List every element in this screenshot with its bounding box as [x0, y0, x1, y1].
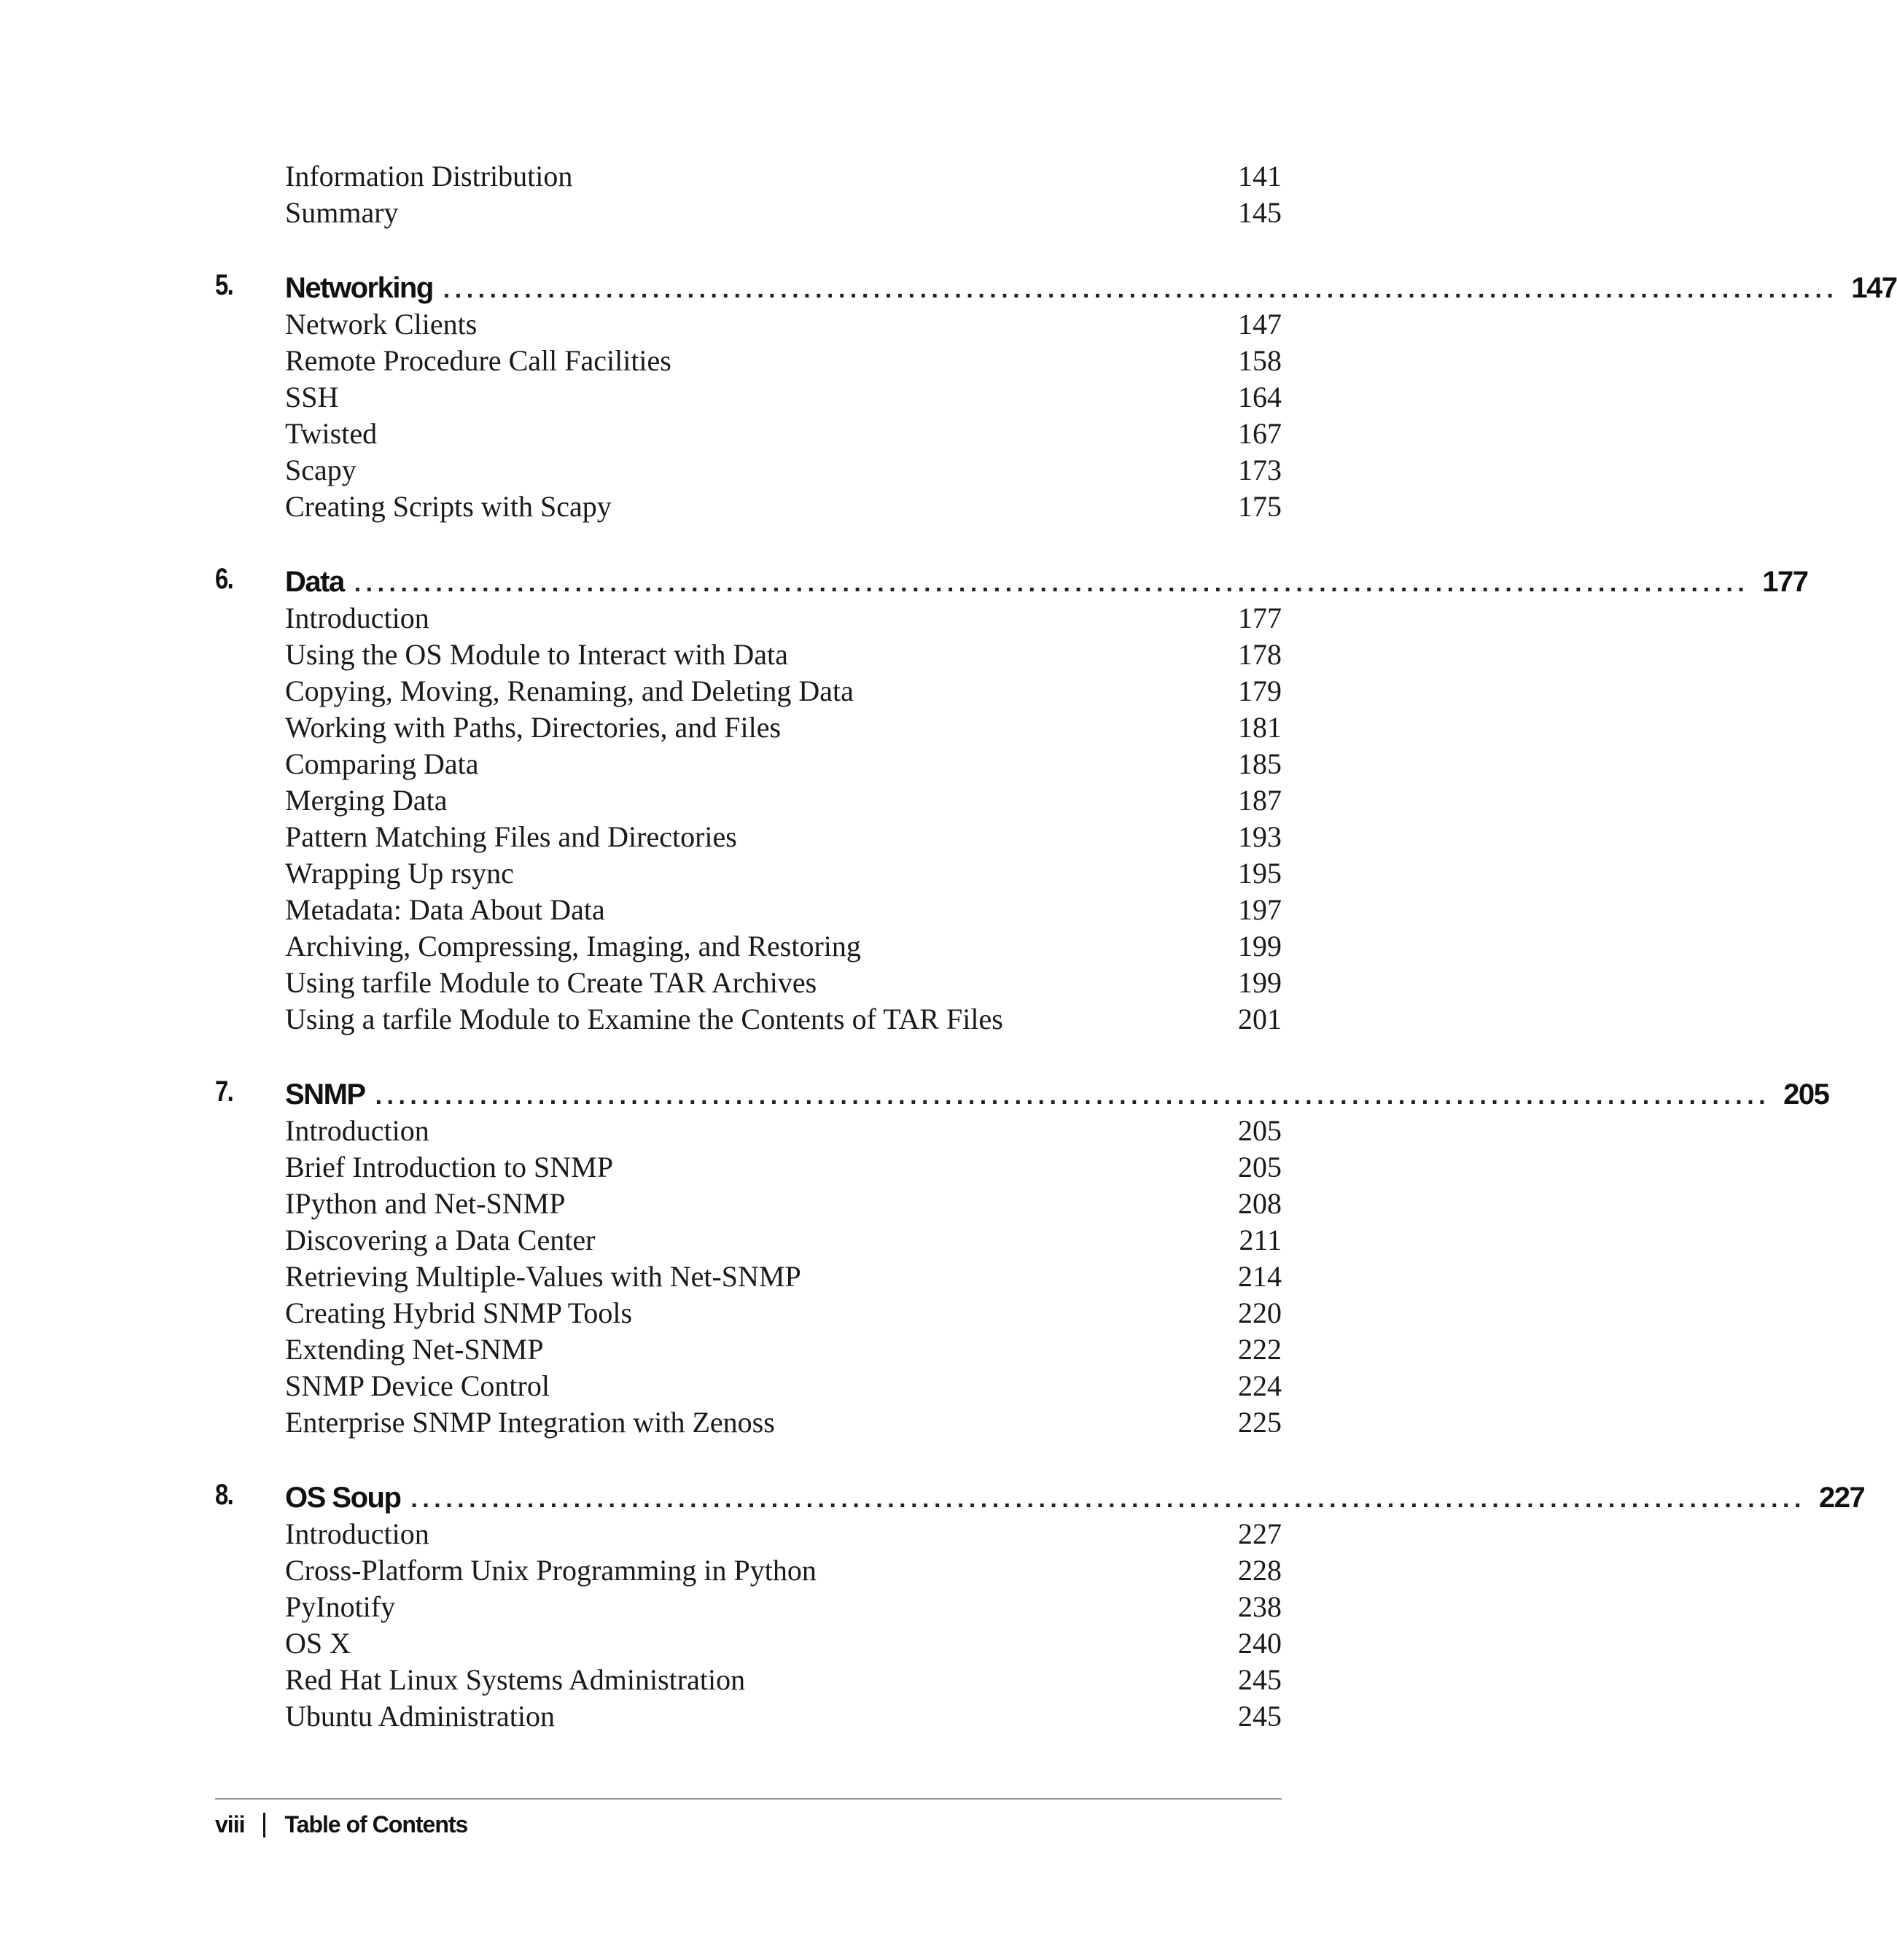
toc-section-row[interactable]	[215, 305, 1282, 341]
chapter-spacer	[215, 1439, 1282, 1478]
toc-section-title: Brief Introduction to SNMP	[285, 1151, 613, 1183]
toc-section-page: 187	[1238, 784, 1282, 817]
table-of-contents	[215, 157, 1897, 1733]
toc-section-entry	[285, 1113, 1282, 1148]
toc-section-entry	[285, 637, 1282, 672]
toc-section-title: Working with Paths, Directories, and Files	[285, 711, 782, 744]
chapter-title: Networking	[285, 272, 433, 304]
toc-section-title: Introduction	[285, 602, 429, 634]
toc-section-title: Scapy	[285, 454, 357, 486]
chapter-title: SNMP	[285, 1078, 365, 1111]
toc-section-title: Archiving, Compressing, Imaging, and Restoring	[285, 930, 861, 962]
toc-section-entry	[285, 159, 1282, 193]
toc-section-title: Red Hat Linux Systems Administration	[285, 1663, 746, 1696]
toc-section-row[interactable]	[215, 1587, 1282, 1624]
toc-chapter-row[interactable]	[215, 1478, 1865, 1514]
toc-section-entry	[285, 820, 1282, 854]
toc-section-entry	[285, 965, 1282, 1000]
toc-section-page: 195	[1238, 857, 1282, 890]
footer-page-number: viii	[215, 1811, 245, 1838]
toc-section-entry	[285, 453, 1282, 487]
toc-section-entry	[285, 674, 1282, 708]
toc-section-entry	[285, 1223, 1282, 1257]
toc-section-page: 158	[1238, 344, 1282, 377]
toc-section-row[interactable]	[215, 193, 1282, 230]
toc-section-row[interactable]	[215, 963, 1282, 1000]
toc-section-page: 201	[1238, 1003, 1282, 1035]
toc-section-row[interactable]	[215, 672, 1282, 708]
chapter-title: Data	[285, 566, 344, 598]
chapter-page: 227	[1818, 1482, 1865, 1514]
toc-section-title: Extending Net-SNMP	[285, 1333, 544, 1366]
toc-section-entry	[285, 710, 1282, 744]
toc-section-page: 238	[1238, 1590, 1282, 1623]
toc-section-row[interactable]	[215, 599, 1282, 635]
toc-section-title: Summary	[285, 196, 399, 229]
toc-section-row[interactable]	[215, 708, 1282, 744]
toc-chapter-row[interactable]	[215, 268, 1897, 305]
toc-section-row[interactable]	[215, 817, 1282, 854]
toc-section-page: 222	[1238, 1333, 1282, 1366]
toc-section-row[interactable]	[215, 781, 1282, 817]
toc-section-title: Creating Scripts with Scapy	[285, 490, 612, 523]
toc-section-title: IPython and Net-SNMP	[285, 1187, 566, 1220]
toc-section-entry	[285, 892, 1282, 927]
toc-section-entry	[285, 1590, 1282, 1624]
chapter-title: OS Soup	[285, 1482, 401, 1514]
toc-section-title: Enterprise SNMP Integration with Zenoss	[285, 1406, 775, 1439]
toc-chapter-row[interactable]	[215, 1075, 1829, 1111]
toc-section-row[interactable]	[215, 1330, 1282, 1366]
toc-section-row[interactable]	[215, 1660, 1282, 1697]
toc-section-title: Introduction	[285, 1517, 429, 1550]
chapter-number: 6.	[215, 563, 233, 595]
toc-section-page: 224	[1238, 1369, 1282, 1402]
toc-section-page: 214	[1238, 1260, 1282, 1293]
toc-section-title: Ubuntu Administration	[285, 1700, 555, 1732]
toc-section-page: 177	[1238, 602, 1282, 634]
toc-section-title: Copying, Moving, Renaming, and Deleting Data	[285, 674, 854, 707]
toc-section-page: 178	[1238, 638, 1282, 671]
toc-section-title: Network Clients	[285, 308, 478, 341]
toc-section-page: 245	[1238, 1663, 1282, 1696]
toc-chapter-entry	[285, 1482, 1865, 1514]
footer-section-title: Table of Contents	[284, 1811, 468, 1838]
toc-section-entry	[285, 1332, 1282, 1366]
toc-section-title: Metadata: Data About Data	[285, 893, 605, 926]
toc-section-row[interactable]	[215, 341, 1282, 378]
toc-section-page: 227	[1238, 1517, 1282, 1550]
footer-separator	[263, 1813, 265, 1838]
toc-section-page: 145	[1238, 196, 1282, 229]
toc-section-entry	[285, 195, 1282, 230]
toc-section-row[interactable]	[215, 487, 1282, 524]
toc-section-entry	[285, 1662, 1282, 1697]
toc-section-entry	[285, 1369, 1282, 1403]
toc-section-row[interactable]	[215, 1624, 1282, 1660]
chapter-page: 177	[1762, 566, 1808, 598]
toc-section-row[interactable]	[215, 1111, 1282, 1148]
toc-section-page: 141	[1238, 160, 1282, 192]
chapter-number: 8.	[215, 1479, 233, 1511]
toc-section-page: 199	[1238, 930, 1282, 962]
toc-section-entry	[285, 601, 1282, 635]
toc-section-entry	[285, 1405, 1282, 1439]
chapter-spacer	[215, 524, 1282, 562]
toc-section-entry	[285, 343, 1282, 378]
toc-section-row[interactable]	[215, 1148, 1282, 1184]
toc-section-page: 181	[1238, 711, 1282, 744]
dot-leader: ........................................................................................................................	[443, 276, 1839, 303]
toc-section-row[interactable]	[215, 157, 1282, 193]
toc-section-row[interactable]	[215, 635, 1282, 672]
toc-section-page: 185	[1238, 747, 1282, 780]
toc-chapter-row[interactable]	[215, 562, 1808, 599]
toc-section-page: 164	[1238, 381, 1282, 413]
toc-section-row[interactable]	[215, 854, 1282, 890]
toc-section-title: Cross-Platform Unix Programming in Python	[285, 1554, 817, 1587]
toc-section-title: Twisted	[285, 417, 378, 450]
chapter-page: 205	[1783, 1078, 1829, 1111]
toc-section-page: 173	[1238, 454, 1282, 486]
toc-section-entry	[285, 1517, 1282, 1551]
toc-section-entry	[285, 1259, 1282, 1294]
dot-leader: ........................................................................................................................	[410, 1485, 1806, 1513]
toc-section-entry	[285, 1186, 1282, 1221]
toc-section-title: Creating Hybrid SNMP Tools	[285, 1296, 633, 1329]
toc-section-entry	[285, 1553, 1282, 1587]
toc-section-title: SSH	[285, 381, 339, 413]
toc-section-row[interactable]	[215, 1514, 1282, 1551]
toc-section-page: 205	[1238, 1151, 1282, 1183]
toc-section-row[interactable]	[215, 378, 1282, 414]
toc-section-page: 220	[1238, 1296, 1282, 1329]
toc-section-title: SNMP Device Control	[285, 1369, 550, 1402]
toc-section-page: 245	[1238, 1700, 1282, 1732]
toc-section-entry	[285, 489, 1282, 524]
toc-section-title: Discovering a Data Center	[285, 1224, 596, 1256]
toc-section-page: 197	[1238, 893, 1282, 926]
toc-section-entry	[285, 1626, 1282, 1660]
chapter-spacer	[215, 230, 1282, 268]
toc-section-row[interactable]	[215, 1366, 1282, 1403]
toc-section-row[interactable]	[215, 927, 1282, 963]
toc-section-title: Pattern Matching Files and Directories	[285, 820, 737, 853]
toc-section-title: Using tarfile Module to Create TAR Archives	[285, 966, 817, 999]
toc-chapter-entry	[285, 566, 1808, 599]
toc-section-row[interactable]	[215, 1000, 1282, 1036]
toc-section-entry	[285, 1296, 1282, 1330]
toc-section-page: 193	[1238, 820, 1282, 853]
toc-section-page: 228	[1238, 1554, 1282, 1587]
toc-section-title: Information Distribution	[285, 160, 573, 192]
toc-chapter-entry	[285, 1078, 1829, 1111]
toc-section-entry	[285, 1699, 1282, 1733]
toc-section-title: Introduction	[285, 1114, 429, 1147]
toc-section-title: Wrapping Up rsync	[285, 857, 514, 890]
toc-section-entry	[285, 416, 1282, 451]
chapter-number: 7.	[215, 1076, 233, 1108]
toc-chapter-entry	[285, 272, 1897, 305]
toc-section-row[interactable]	[215, 744, 1282, 781]
toc-section-page: 167	[1238, 417, 1282, 450]
toc-section-title: OS X	[285, 1627, 351, 1660]
toc-section-page: 205	[1238, 1114, 1282, 1147]
toc-section-entry	[285, 929, 1282, 963]
toc-section-row[interactable]	[215, 414, 1282, 451]
toc-section-entry	[285, 783, 1282, 817]
toc-section-page: 199	[1238, 966, 1282, 999]
toc-section-row[interactable]	[215, 1257, 1282, 1294]
toc-section-entry	[285, 380, 1282, 414]
toc-section-entry	[285, 1002, 1282, 1036]
toc-section-row[interactable]	[215, 1184, 1282, 1221]
chapter-page: 147	[1851, 272, 1897, 304]
toc-section-row[interactable]	[215, 1403, 1282, 1439]
toc-section-row[interactable]	[215, 451, 1282, 487]
toc-section-page: 175	[1238, 490, 1282, 523]
toc-section-row[interactable]	[215, 1551, 1282, 1587]
toc-section-entry	[285, 856, 1282, 890]
dot-leader: ........................................................................................................................	[354, 569, 1750, 597]
toc-section-page: 225	[1238, 1406, 1282, 1439]
toc-section-page: 211	[1239, 1224, 1282, 1256]
toc-section-title: Retrieving Multiple-Values with Net-SNMP	[285, 1260, 801, 1293]
toc-section-row[interactable]	[215, 890, 1282, 927]
page-footer	[215, 1811, 467, 1838]
toc-section-entry	[285, 307, 1282, 341]
toc-section-title: Comparing Data	[285, 747, 479, 780]
dot-leader: ........................................................................................................................	[375, 1082, 1771, 1110]
toc-section-title: PyInotify	[285, 1590, 396, 1623]
chapter-number: 5.	[215, 269, 233, 301]
toc-section-entry	[285, 747, 1282, 781]
toc-section-page: 240	[1238, 1627, 1282, 1660]
toc-section-page: 208	[1238, 1187, 1282, 1220]
toc-section-title: Using a tarfile Module to Examine the Contents of TAR Files	[285, 1003, 1003, 1035]
toc-section-title: Remote Procedure Call Facilities	[285, 344, 671, 377]
toc-section-row[interactable]	[215, 1294, 1282, 1330]
toc-section-title: Using the OS Module to Interact with Data	[285, 638, 788, 671]
toc-section-page: 179	[1238, 674, 1282, 707]
toc-section-title: Merging Data	[285, 784, 448, 817]
toc-section-row[interactable]	[215, 1697, 1282, 1733]
toc-section-page: 147	[1238, 308, 1282, 341]
toc-section-row[interactable]	[215, 1221, 1282, 1257]
footer-rule	[215, 1798, 1282, 1800]
toc-section-entry	[285, 1150, 1282, 1184]
chapter-spacer	[215, 1036, 1282, 1075]
